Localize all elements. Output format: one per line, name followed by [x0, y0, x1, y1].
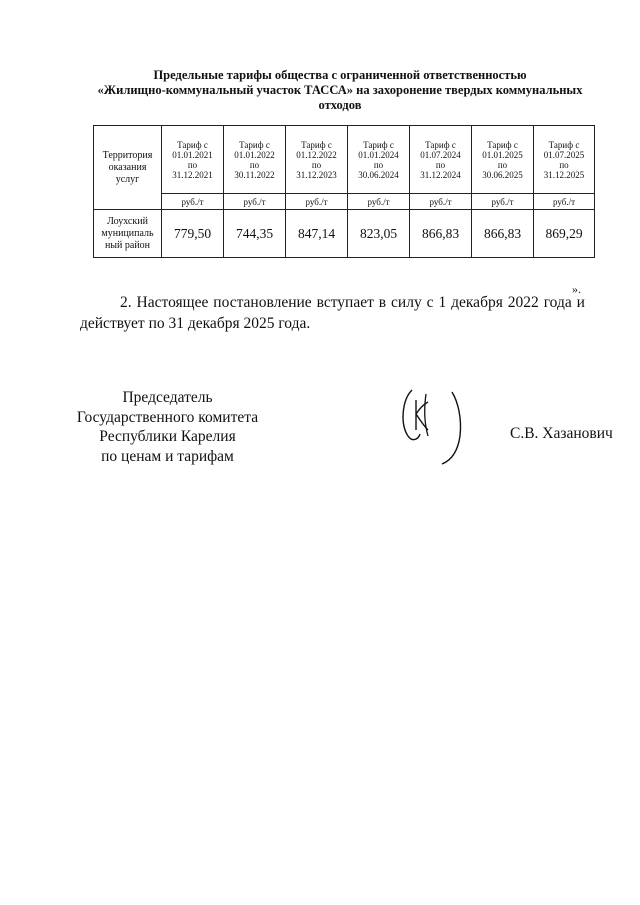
period-line: 31.12.2024 — [420, 169, 461, 180]
title-line-3: отходов — [318, 98, 362, 112]
signature-stroke — [442, 392, 461, 464]
period-line: 01.01.2025 — [482, 149, 523, 160]
title-line-1: Предельные тарифы общества с ограниченной ответственностью — [153, 68, 527, 82]
unit-cell: руб./т — [472, 194, 534, 210]
title-line-2: «Жилищно-коммунальный участок ТАССА» на захоронение твердых коммунальных — [97, 83, 583, 97]
tariff-value-cell: 866,83 — [410, 210, 472, 258]
tariff-value-cell: 866,83 — [472, 210, 534, 258]
clause-word: Настоящее — [136, 294, 209, 311]
units-row — [94, 194, 595, 210]
period-header-cell — [348, 126, 410, 194]
signer-name: С.В. Хазанович — [510, 425, 613, 442]
tariff-value-cell: 744,35 — [224, 210, 286, 258]
period-line: по — [249, 159, 260, 170]
period-line: Тариф с — [177, 139, 208, 150]
period-line: 01.12.2022 — [296, 149, 337, 160]
area-cell — [94, 210, 162, 258]
unit-cell: руб./т — [162, 194, 224, 210]
period-line: 31.12.2023 — [296, 169, 337, 180]
area-line: ный район — [104, 239, 151, 251]
clause-word: 2. — [120, 294, 132, 311]
period-line: 30.06.2024 — [358, 169, 399, 180]
territory-header-line: Территория — [102, 149, 153, 161]
tariff-value-cell: 823,05 — [348, 210, 410, 258]
tariff-value-cell: 779,50 — [162, 210, 224, 258]
period-header-cell — [224, 126, 286, 194]
period-header-cell — [162, 126, 224, 194]
official-title-line: Председатель — [122, 389, 213, 406]
clause-word: 2022 — [507, 294, 539, 311]
period-header-cell — [534, 126, 595, 194]
clause-word: декабря — [451, 294, 503, 311]
clause-word: с — [426, 294, 434, 311]
official-title — [65, 388, 270, 466]
unit-cell: руб./т — [534, 194, 595, 210]
period-header-cell — [410, 126, 472, 194]
unit-cell: руб./т — [224, 194, 286, 210]
period-line: по — [187, 159, 198, 170]
period-line: по — [559, 159, 569, 170]
tariff-value-cell: 847,14 — [286, 210, 348, 258]
unit-cell: руб./т — [348, 194, 410, 210]
unit-cell: руб./т — [410, 194, 472, 210]
period-line: 01.01.2021 — [172, 149, 213, 160]
period-line: Тариф с — [301, 139, 332, 150]
clause-paragraph — [80, 292, 585, 334]
period-header-cell — [472, 126, 534, 194]
period-line: 30.11.2022 — [234, 169, 275, 180]
clause-word: и — [576, 294, 585, 311]
document-title — [60, 68, 620, 113]
period-line: Тариф с — [363, 139, 394, 150]
handwritten-signature — [398, 378, 478, 470]
territory-header-cell — [94, 126, 162, 210]
period-line: Тариф с — [487, 139, 518, 150]
period-line: 30.06.2025 — [482, 169, 523, 180]
period-line: Тариф с — [239, 139, 270, 150]
table-row — [94, 210, 595, 258]
area-line: Лоухский — [107, 215, 148, 227]
clause-word: 1 — [438, 294, 447, 311]
clause-word: года — [543, 294, 572, 311]
period-line: Тариф с — [548, 139, 580, 150]
clause-word: в — [378, 294, 387, 311]
period-header-cell — [286, 126, 348, 194]
period-line: 01.01.2024 — [358, 149, 399, 160]
clause-line-2: действует по 31 декабря 2025 года. — [80, 315, 311, 332]
period-line: по — [497, 159, 508, 170]
tariff-table — [93, 125, 595, 258]
period-line: 31.12.2025 — [543, 169, 585, 180]
area-line: муниципаль — [101, 227, 154, 239]
official-title-line: Государственного комитета — [76, 408, 259, 426]
closing-quote: ». — [572, 282, 581, 296]
period-line: Тариф с — [425, 139, 456, 150]
territory-header-line: услуг — [115, 173, 140, 185]
period-line: по — [373, 159, 384, 170]
tariff-value-cell: 869,29 — [534, 210, 595, 258]
clause-word: вступает — [316, 294, 374, 311]
clause-line-1 — [80, 292, 585, 313]
period-line: по — [311, 159, 322, 170]
period-line: 31.12.2021 — [172, 169, 213, 180]
period-line: 01.01.2022 — [234, 149, 275, 160]
territory-header-line: оказания — [108, 161, 147, 173]
official-title-line: по ценам и тарифам — [101, 447, 234, 465]
official-title-line: Республики Карелия — [99, 428, 236, 445]
clause-word: силу — [391, 294, 422, 311]
unit-cell: руб./т — [286, 194, 348, 210]
signature-stroke — [403, 390, 420, 440]
period-line: 01.07.2025 — [543, 149, 585, 160]
table-header-row — [94, 126, 595, 194]
period-line: 01.07.2024 — [420, 149, 461, 160]
clause-word: постановление — [213, 294, 312, 311]
period-line: по — [435, 159, 446, 170]
